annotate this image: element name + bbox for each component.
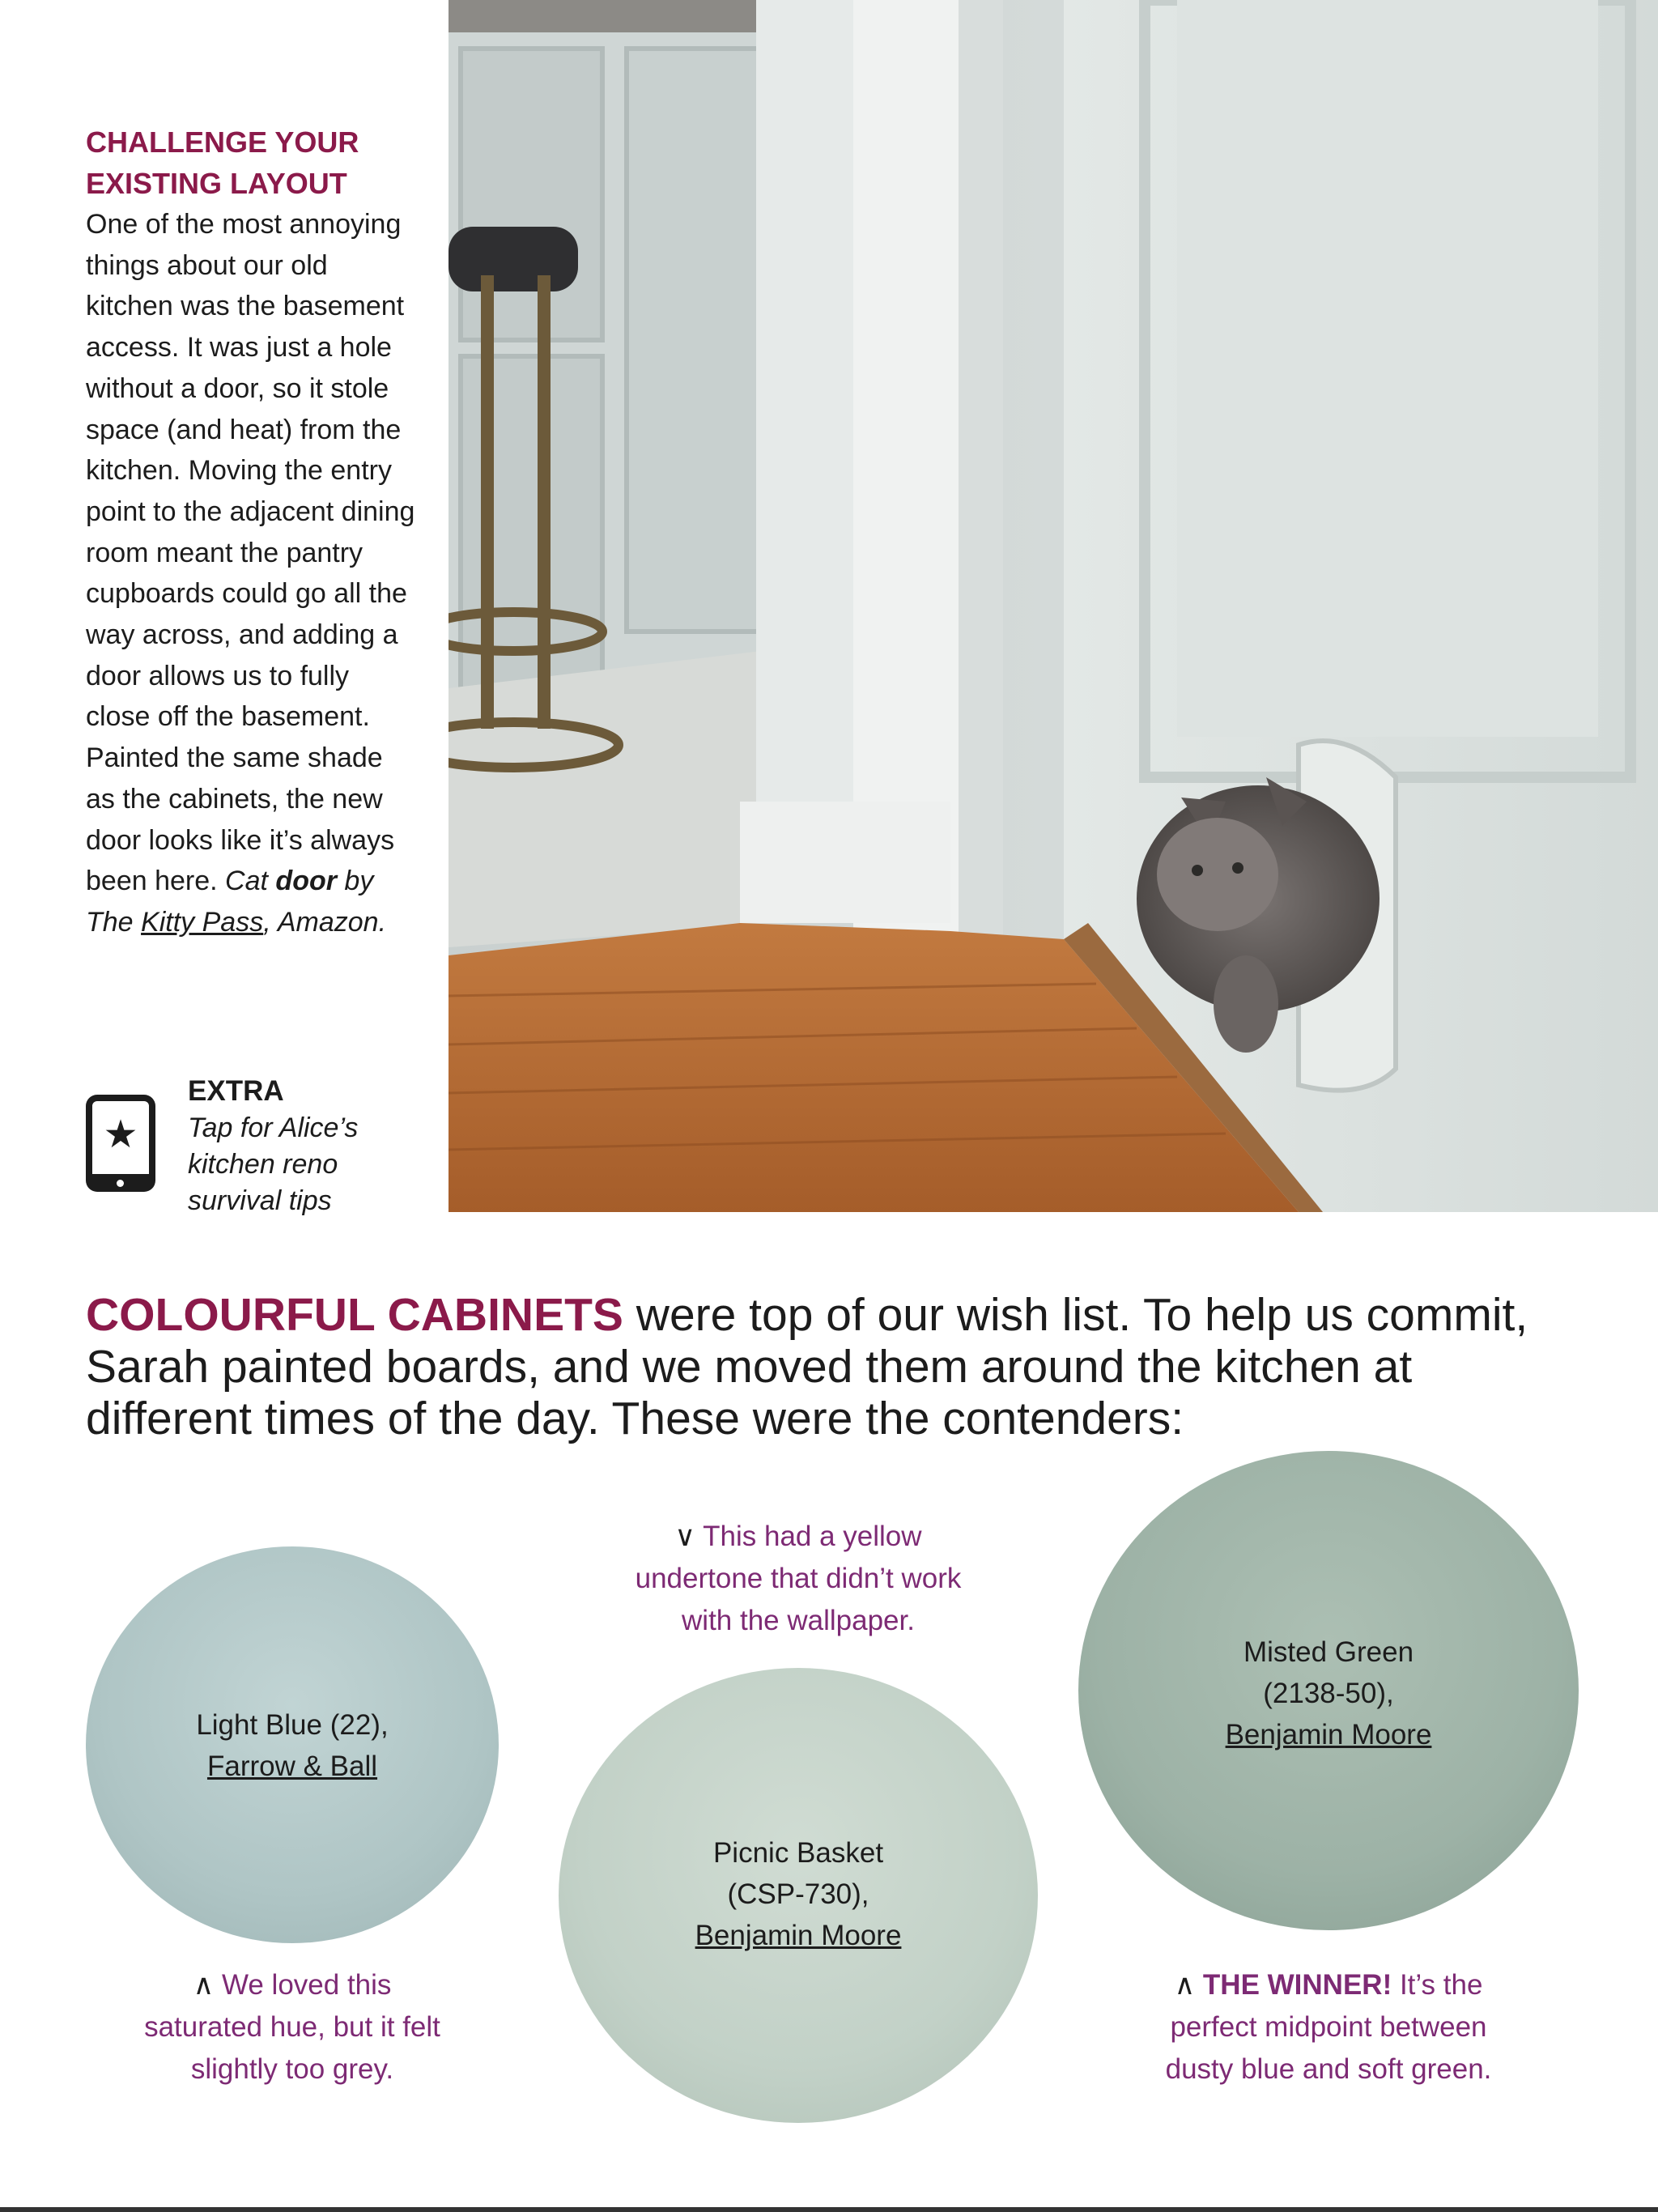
swatch-label-light-blue xyxy=(142,1704,442,1787)
extra-text: Tap for Alice’s kitchen reno survival tips xyxy=(188,1112,359,1216)
article-body-text: One of the most annoying things about our old kitchen was the basement access. It was just a hole without a door, so it stole space (and heat) from the kitchen. Moving the entry point to the adjacent dining room meant the pantry cupboards could go all the way across, and adding a door allows us to fully close off the basement. Painted the same shade as the cabinets, the new door looks like it’s always been here. xyxy=(86,209,415,897)
cat-door-photo xyxy=(449,0,1658,1212)
swatch-name: Misted Green xyxy=(1243,1636,1414,1668)
intro-lead: COLOURFUL CABINETS xyxy=(86,1289,623,1341)
swatch-brand-link[interactable]: Farrow & Ball xyxy=(206,1750,378,1782)
credit-item: door xyxy=(275,866,337,897)
up-arrow-icon: ∧ xyxy=(1174,1969,1196,2001)
article-body xyxy=(86,204,418,943)
footer-rule xyxy=(0,2207,1658,2212)
caption-text: It’s the perfect midpoint between dusty blue and soft green. xyxy=(1165,1969,1492,2085)
swatch-name: Light Blue (22), xyxy=(196,1709,389,1741)
extra-tap-box[interactable] xyxy=(86,1073,426,1227)
credit-prefix: Cat xyxy=(225,866,268,897)
swatch-code: (CSP-730), xyxy=(727,1878,869,1910)
intro-paragraph xyxy=(86,1289,1575,1444)
winner-label: THE WINNER! xyxy=(1202,1969,1392,2001)
section-heading: CHALLENGE YOUR EXISTING LAYOUT xyxy=(86,125,359,200)
credit-retailer: , Amazon. xyxy=(263,906,387,938)
caption-light-blue xyxy=(134,1964,450,2091)
sidebar-article xyxy=(86,121,418,943)
up-arrow-icon: ∧ xyxy=(193,1969,215,2001)
caption-picnic-basket xyxy=(628,1516,968,1642)
tablet-star-icon: ★ xyxy=(86,1095,155,1192)
swatch-code: (2138-50), xyxy=(1263,1678,1394,1709)
extra-title: EXTRA xyxy=(188,1075,284,1107)
credit-by: by The xyxy=(86,866,374,938)
swatch-brand-link[interactable]: Benjamin Moore xyxy=(1225,1719,1432,1750)
swatch-label-picnic-basket xyxy=(653,1832,944,1956)
credit-brand-link[interactable]: Kitty Pass xyxy=(141,906,264,938)
caption-misted-green xyxy=(1146,1964,1511,2091)
caption-text: We loved this saturated hue, but it felt slightly too grey. xyxy=(144,1969,440,2085)
swatch-name: Picnic Basket xyxy=(712,1837,884,1869)
caption-text: This had a yellow undertone that didn’t work with the wallpaper. xyxy=(635,1521,962,1636)
swatch-label-misted-green xyxy=(1179,1631,1478,1755)
down-arrow-icon: ∨ xyxy=(674,1521,696,1552)
swatch-brand-link[interactable]: Benjamin Moore xyxy=(695,1920,902,1951)
intro-text: were top of our wish list. To help us commit, Sarah painted boards, and we moved them around the kitchen at different times of the day. These were the contenders: xyxy=(86,1289,1528,1444)
